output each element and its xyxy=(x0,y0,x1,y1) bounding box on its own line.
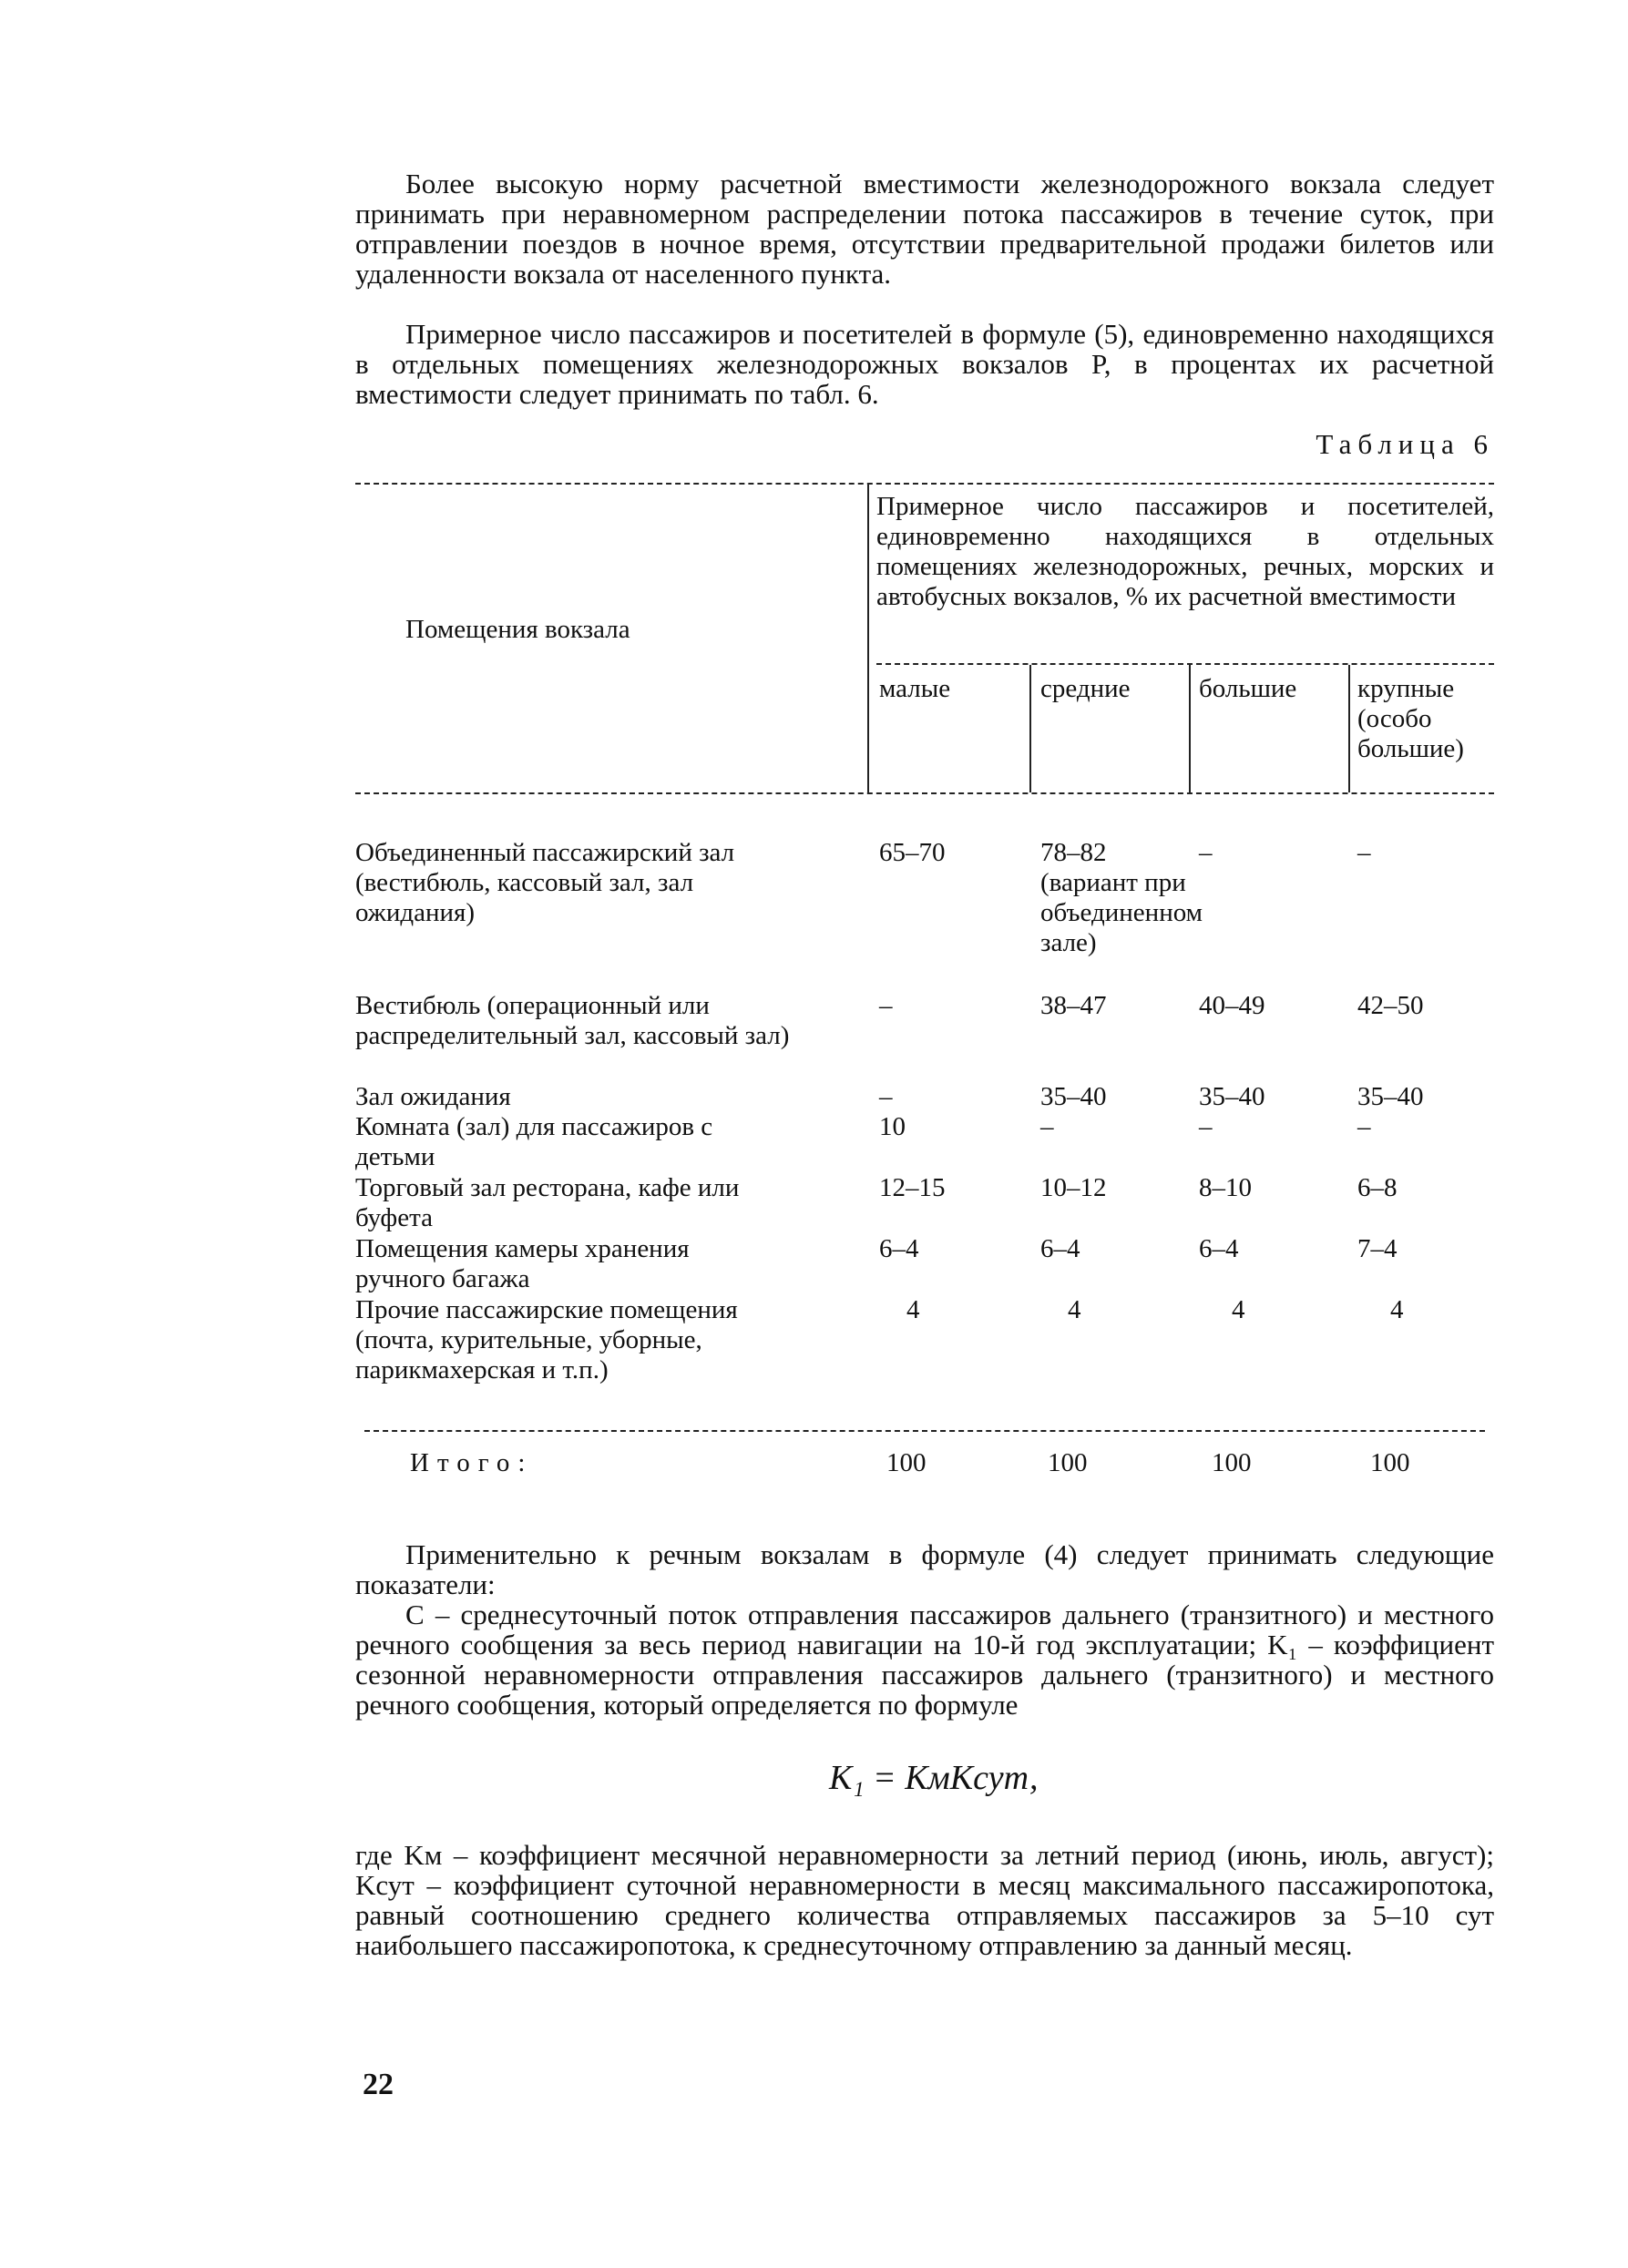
subheader-extra-large: крупные (особо большие) xyxy=(1357,674,1464,763)
subheader-medium: средние xyxy=(1040,674,1131,703)
row-2-label: Вестибюль (операционный или распределительный зал, кассовый зал) xyxy=(355,991,790,1050)
row-3-extra-large: 35–40 xyxy=(1357,1082,1424,1111)
page-number: 22 xyxy=(363,2068,394,2101)
table-caption: Таблица 6 xyxy=(1316,428,1494,460)
row-1-label: Объединенный пассажирский зал (вестибюль, кассовый зал, зал ожидания) xyxy=(355,838,735,927)
total-medium: 100 xyxy=(1048,1448,1088,1477)
row-2-large: 40–49 xyxy=(1199,991,1265,1020)
row-2-extra-large: 42–50 xyxy=(1357,991,1424,1020)
row-4-large: – xyxy=(1199,1112,1213,1141)
row-4-label: Комната (зал) для пассажиров с детьми xyxy=(355,1112,713,1171)
row-3-medium: 35–40 xyxy=(1040,1082,1107,1111)
row-6-medium: 6–4 xyxy=(1040,1234,1080,1263)
row-7-label: Прочие пассажирские помещения (почта, курительные, уборные, парикмахерская и т.п.) xyxy=(355,1295,738,1384)
row-4-extra-large: – xyxy=(1357,1112,1371,1141)
row-6-small: 6–4 xyxy=(879,1234,919,1263)
table-top-rule xyxy=(355,483,1494,485)
row-1-extra-large: – xyxy=(1357,838,1371,867)
row-6-label: Помещения камеры хранения ручного багажа xyxy=(355,1234,690,1293)
header-divider xyxy=(867,483,869,792)
paragraph-4: C – среднесуточный поток отправления пассажиров дальнего (транзитного) и местного речного сообщения за весь период навигации на 10-й год эксплуатации; K₁ – коэффициент сезонной неравномерности отправления пассажиров дальнего (транзитного) и местного речного сообщения, который определяется по формуле xyxy=(355,1599,1494,1721)
total-label: Итого: xyxy=(410,1448,534,1477)
subheader-small: малые xyxy=(879,674,951,703)
row-5-medium: 10–12 xyxy=(1040,1173,1107,1202)
row-7-extra-large: 4 xyxy=(1390,1295,1404,1324)
subheader-divider-3 xyxy=(1348,665,1350,792)
row-5-large: 8–10 xyxy=(1199,1173,1252,1202)
total-extra-large: 100 xyxy=(1370,1448,1410,1477)
row-6-large: 6–4 xyxy=(1199,1234,1239,1263)
column-left-header: Помещения вокзала xyxy=(405,615,630,644)
total-rule xyxy=(364,1430,1485,1432)
row-7-large: 4 xyxy=(1232,1295,1245,1324)
row-5-small: 12–15 xyxy=(879,1173,946,1202)
subheader-large: большие xyxy=(1199,674,1297,703)
row-7-medium: 4 xyxy=(1068,1295,1081,1324)
header-bottom-rule xyxy=(355,792,1494,794)
paragraph-3: Применительно к речным вокзалам в формуле (4) следует принимать следующие показатели: xyxy=(355,1538,1494,1600)
subheader-divider-1 xyxy=(1029,665,1031,792)
row-3-large: 35–40 xyxy=(1199,1082,1265,1111)
row-6-extra-large: 7–4 xyxy=(1357,1234,1398,1263)
total-large: 100 xyxy=(1212,1448,1252,1477)
paragraph-2: Примерное число пассажиров и посетителей в формуле (5), единовременно находящихся в отдельных помещениях железнодорожных вокзалов P, в процентах их расчетной вместимости следует принимать по табл. 6. xyxy=(355,318,1494,410)
formula: K₁ = KмKсут, xyxy=(829,1759,1039,1797)
row-1-medium: 78–82 (вариант при объединенном зале) xyxy=(1040,838,1203,957)
row-5-label: Торговый зал ресторана, кафе или буфета xyxy=(355,1173,740,1232)
row-1-small: 65–70 xyxy=(879,838,946,867)
total-small: 100 xyxy=(886,1448,927,1477)
row-5-extra-large: 6–8 xyxy=(1357,1173,1398,1202)
paragraph-5: где Kм – коэффициент месячной неравномерности за летний период (июнь, июль, август); Kсут – коэффициент суточной неравномерности в месяц максимального пассажиропотока, равный соотношению среднего количества отправляемых пассажиров за 5–10 сут наибольшего пассажиропотока, к среднесуточному отправлению за данный месяц. xyxy=(355,1839,1494,1961)
row-2-medium: 38–47 xyxy=(1040,991,1107,1020)
subheader-rule xyxy=(876,663,1494,665)
row-7-small: 4 xyxy=(906,1295,920,1324)
row-3-label: Зал ожидания xyxy=(355,1082,511,1111)
column-group-header: Примерное число пассажиров и посетителей, единовременно находящихся в отдельных помещениях железнодорожных, речных, морских и автобусных вокзалов, % их расчетной вместимости xyxy=(876,492,1494,611)
row-2-small: – xyxy=(879,991,893,1020)
row-1-large: – xyxy=(1199,838,1213,867)
paragraph-1: Более высокую норму расчетной вместимости железнодорожного вокзала следует принимать при неравномерном распределении потока пассажиров в течение суток, при отправлении поездов в ночное время, отсутствии предварительной продажи билетов или удаленности вокзала от населенного пункта. xyxy=(355,168,1494,290)
row-3-small: – xyxy=(879,1082,893,1111)
row-4-medium: – xyxy=(1040,1112,1054,1141)
row-4-small: 10 xyxy=(879,1112,906,1141)
